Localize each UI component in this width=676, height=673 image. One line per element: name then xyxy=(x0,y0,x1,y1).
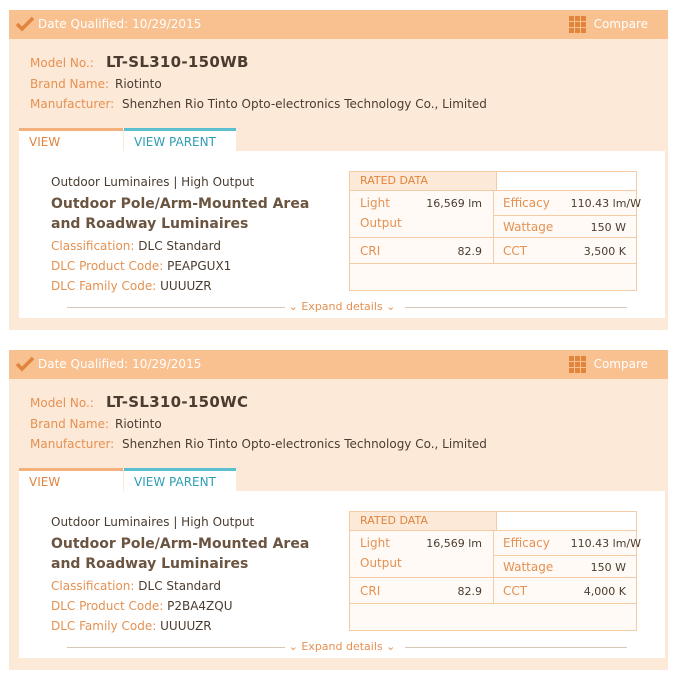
product-card xyxy=(9,10,668,330)
cct-label: CCT xyxy=(503,584,528,598)
compare-button[interactable] xyxy=(569,356,648,372)
family-code xyxy=(51,279,212,293)
classification xyxy=(51,579,221,593)
manufacturer-value: Shenzhen Rio Tinto Opto-electronics Technology Co., Limited xyxy=(122,97,487,111)
product-code xyxy=(51,599,233,613)
product-category: Outdoor Luminaires | High Output xyxy=(51,515,255,529)
chevron-down-icon: ⌄ xyxy=(288,300,298,313)
wattage-value: 150 W xyxy=(590,221,626,234)
divider-line xyxy=(67,647,289,648)
light-output-label-1: Light xyxy=(360,196,390,210)
details-panel xyxy=(19,151,665,318)
model-label: Model No.: xyxy=(30,56,94,70)
product-title: Outdoor Pole/Arm-Mounted Area and Roadway Luminaires xyxy=(51,196,310,232)
row-line xyxy=(493,215,636,216)
cct-value: 4,000 K xyxy=(583,585,626,598)
details-panel xyxy=(19,491,665,658)
date-qualified-label: Date Qualified: xyxy=(38,17,129,31)
family-code xyxy=(51,619,212,633)
compare-label: Compare xyxy=(593,357,648,371)
model-number: LT-SL310-150WB xyxy=(106,53,249,71)
wattage-label: Wattage xyxy=(503,220,554,234)
tab-view-parent[interactable]: VIEW PARENT xyxy=(124,468,236,493)
brand-label: Brand Name: xyxy=(30,77,110,91)
expand-details xyxy=(19,299,665,315)
checkmark-icon xyxy=(16,16,34,32)
expand-details xyxy=(19,639,665,655)
manufacturer-value: Shenzhen Rio Tinto Opto-electronics Technology Co., Limited xyxy=(122,437,487,451)
product-code-label: DLC Product Code: xyxy=(51,599,164,613)
efficacy-label: Efficacy xyxy=(503,536,550,550)
brand-value: Riotinto xyxy=(115,417,162,431)
family-code-label: DLC Family Code: xyxy=(51,619,157,633)
tab-view-parent[interactable]: VIEW PARENT xyxy=(124,128,236,153)
rated-data-header-spacer xyxy=(497,172,636,191)
wattage-label: Wattage xyxy=(503,560,554,574)
classification xyxy=(51,239,221,253)
date-qualified xyxy=(38,357,201,371)
family-code-label: DLC Family Code: xyxy=(51,279,157,293)
chevron-down-icon: ⌄ xyxy=(288,640,298,653)
brand-label: Brand Name: xyxy=(30,417,110,431)
product-code-label: DLC Product Code: xyxy=(51,259,164,273)
date-qualified-value: 10/29/2015 xyxy=(132,357,202,371)
rated-data-header: RATED DATA xyxy=(350,512,497,531)
chevron-down-icon: ⌄ xyxy=(386,300,396,313)
expand-details-button[interactable] xyxy=(285,640,400,653)
cri-label: CRI xyxy=(360,584,381,598)
grid-icon xyxy=(569,16,586,32)
model-label: Model No.: xyxy=(30,396,94,410)
light-output-label-2: Output xyxy=(360,556,402,570)
row-line xyxy=(350,237,636,238)
manufacturer-label: Manufacturer: xyxy=(30,97,115,111)
efficacy-value: 110.43 lm/W xyxy=(570,197,641,210)
family-code-value: UUUUZR xyxy=(160,279,212,293)
card-header xyxy=(9,10,668,39)
grid-icon xyxy=(569,356,586,372)
product-title: Outdoor Pole/Arm-Mounted Area and Roadway Luminaires xyxy=(51,536,310,572)
expand-details-label: Expand details xyxy=(301,300,383,313)
rated-divider xyxy=(493,531,494,603)
checkmark-icon xyxy=(16,356,34,372)
product-card xyxy=(9,350,668,670)
classification-value: DLC Standard xyxy=(138,239,221,253)
rated-data-box xyxy=(349,511,641,631)
row-line xyxy=(493,555,636,556)
cct-label: CCT xyxy=(503,244,528,258)
cri-value: 82.9 xyxy=(457,585,482,598)
wattage-value: 150 W xyxy=(590,561,626,574)
light-output-value: 16,569 lm xyxy=(426,197,482,210)
rated-divider xyxy=(493,191,494,263)
efficacy-label: Efficacy xyxy=(503,196,550,210)
cct-value: 3,500 K xyxy=(583,245,626,258)
row-line xyxy=(350,603,636,604)
expand-details-label: Expand details xyxy=(301,640,383,653)
light-output-label-2: Output xyxy=(360,216,402,230)
manufacturer-label: Manufacturer: xyxy=(30,437,115,451)
compare-button[interactable] xyxy=(569,16,648,32)
tab-view-details[interactable]: VIEW xyxy=(19,128,123,153)
model-number: LT-SL310-150WC xyxy=(106,393,249,411)
classification-value: DLC Standard xyxy=(138,579,221,593)
card-header xyxy=(9,350,668,379)
brand-value: Riotinto xyxy=(115,77,162,91)
light-output-label-1: Light xyxy=(360,536,390,550)
divider-line xyxy=(405,647,627,648)
classification-label: Classification: xyxy=(51,579,135,593)
classification-label: Classification: xyxy=(51,239,135,253)
rated-data-header: RATED DATA xyxy=(350,172,497,191)
efficacy-value: 110.43 lm/W xyxy=(570,537,641,550)
row-line xyxy=(350,577,636,578)
row-line xyxy=(350,263,636,264)
date-qualified-value: 10/29/2015 xyxy=(132,17,202,31)
product-code-value: P2BA4ZQU xyxy=(167,599,233,613)
date-qualified xyxy=(38,17,201,31)
divider-line xyxy=(67,307,289,308)
divider-line xyxy=(405,307,627,308)
expand-details-button[interactable] xyxy=(285,300,400,313)
rated-data-header-spacer xyxy=(497,512,636,531)
product-code xyxy=(51,259,231,273)
light-output-value: 16,569 lm xyxy=(426,537,482,550)
product-category: Outdoor Luminaires | High Output xyxy=(51,175,255,189)
tab-view-details[interactable]: VIEW xyxy=(19,468,123,493)
compare-label: Compare xyxy=(593,17,648,31)
rated-data-box xyxy=(349,171,641,291)
cri-value: 82.9 xyxy=(457,245,482,258)
date-qualified-label: Date Qualified: xyxy=(38,357,129,371)
chevron-down-icon: ⌄ xyxy=(386,640,396,653)
product-code-value: PEAPGUX1 xyxy=(167,259,232,273)
cri-label: CRI xyxy=(360,244,381,258)
family-code-value: UUUUZR xyxy=(160,619,212,633)
